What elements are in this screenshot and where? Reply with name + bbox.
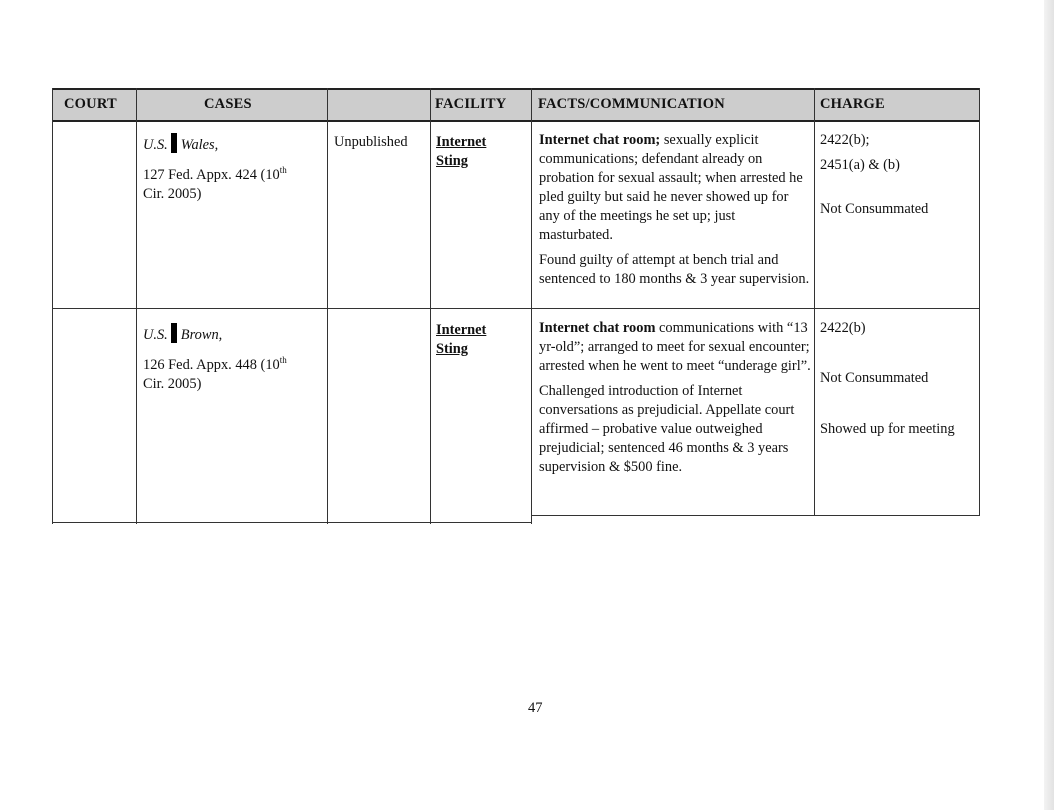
border-bottom-right	[531, 515, 980, 516]
row1-case-prefix: U.S.	[143, 137, 168, 153]
divider-court	[136, 88, 137, 524]
header-facts: FACTS/COMMUNICATION	[538, 96, 725, 112]
row1-facility	[436, 133, 528, 171]
row2-facts-lead: Internet chat room	[539, 320, 656, 336]
divider-facility	[531, 88, 532, 524]
header-cases: CASES	[204, 96, 252, 112]
row1-charge	[820, 131, 976, 219]
header-charge: CHARGE	[820, 96, 885, 112]
row2-facility	[436, 321, 528, 359]
header-facility: FACILITY	[435, 96, 507, 112]
redaction-bar	[171, 323, 177, 343]
border-left	[52, 88, 53, 524]
page-number: 47	[528, 700, 543, 716]
row2-citation-sup: th	[279, 355, 287, 365]
row1-facts	[539, 131, 811, 289]
divider-status	[430, 88, 431, 524]
row1-facility-line2: Sting	[436, 153, 468, 169]
row1-citation-sup: th	[279, 165, 287, 175]
scan-edge	[1044, 0, 1054, 810]
border-bottom-left	[52, 522, 532, 523]
row-divider	[52, 308, 980, 309]
divider-cases	[327, 88, 328, 524]
row1-case-name: Wales,	[180, 137, 219, 153]
row1-charge-3: Not Consummated	[820, 201, 929, 217]
case-table	[52, 84, 980, 524]
row1-status: Unpublished	[334, 134, 408, 150]
row2-citation-court: Cir. 2005)	[143, 375, 202, 392]
row1-facts-verdict: Found guilty of attempt at bench trial and sentenced to 180 months & 3 year supervision.	[539, 252, 810, 287]
row2-facts-body: communications with “13 yr-old”; arranged to meet for sexual encounter; arrested when he went to meet “underage girl”.	[539, 320, 811, 374]
row1-facility-line1: Internet	[436, 134, 487, 150]
row2-charge-1: 2422(b)	[820, 320, 866, 336]
row1-facts-body: sexually explicit communications; defendant already on probation for sexual assault; when arrested he pled guilty but said he never showed up for any of the meetings he set up; just masturbated.	[539, 132, 803, 243]
row2-charge-2	[820, 338, 976, 369]
row1-citation-court: Cir. 2005)	[143, 185, 202, 202]
row2-charge-4: Showed up for meeting	[820, 421, 955, 437]
row1-charge-2: 2451(a) & (b)	[820, 157, 900, 173]
row2-case-prefix: U.S.	[143, 327, 168, 343]
row1-case	[143, 133, 323, 204]
row2-charge-3: Not Consummated	[820, 370, 929, 386]
row1-citation: 127 Fed. Appx. 424 (10	[143, 166, 280, 183]
row2-case-name: Brown,	[180, 327, 223, 343]
header-court: COURT	[64, 96, 117, 112]
row2-charge	[820, 319, 976, 439]
row2-facts-verdict: Challenged introduction of Internet conversations as prejudicial. Appellate court affirmed – probative value outweighed prejudicial; sentenced 46 months & 3 years supervision & $500 fine.	[539, 383, 795, 475]
border-right	[979, 88, 980, 516]
row2-citation: 126 Fed. Appx. 448 (10	[143, 356, 280, 373]
row2-facts	[539, 319, 811, 477]
redaction-bar	[171, 133, 177, 153]
row2-facility-line1: Internet	[436, 322, 487, 338]
row1-charge-1: 2422(b);	[820, 132, 870, 148]
divider-facts	[814, 88, 815, 516]
row1-facts-lead: Internet chat room;	[539, 132, 661, 148]
row2-case	[143, 323, 323, 394]
row2-facility-line2: Sting	[436, 341, 468, 357]
